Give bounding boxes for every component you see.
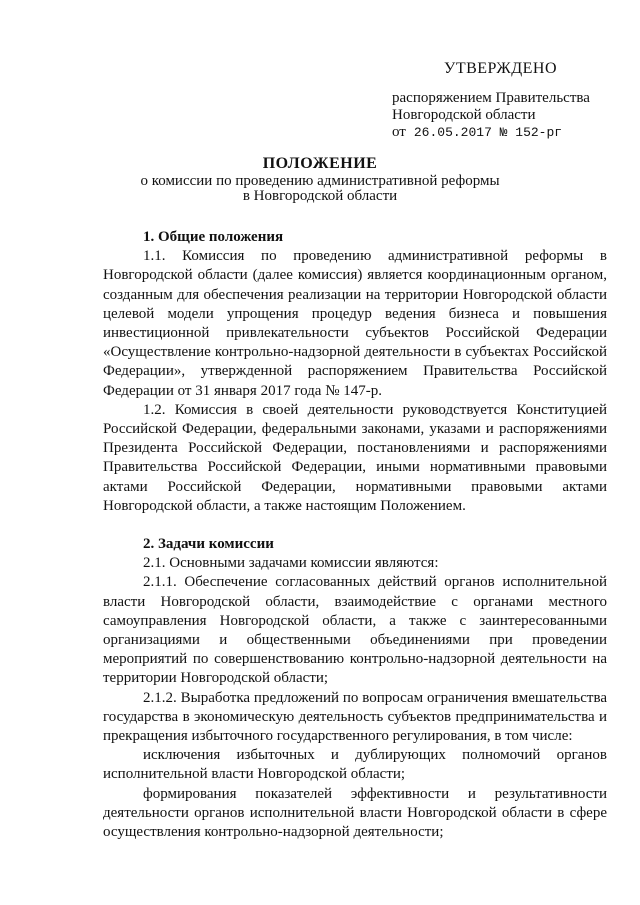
approval-date-number: 26.05.2017 № 152-рг [413, 125, 563, 140]
section-2-title: 2. Задачи комиссии [143, 536, 274, 553]
paragraph-2-1: 2.1. Основными задачами комиссии являются: [143, 555, 439, 572]
paragraph-2-1-1: 2.1.1. Обеспечение согласованных действий органов исполнительной власти Новгородской области, взаимодействие с органами местного самоуправления Новгородской области, а также с заинтересованными организациями и общественными объединениями при проведении мероприятий по совершенствованию контрольно-надзорной деятельности на территории Новгородской области; [103, 574, 607, 687]
paragraph-duplicates: исключения избыточных и дублирующих полномочий органов исполнительной власти Новгородской области; [103, 747, 607, 783]
section-1-title: 1. Общие положения [143, 229, 284, 245]
document-heading [0, 154, 640, 204]
document-title: ПОЛОЖЕНИЕ [262, 155, 378, 172]
approval-line-1: распоряжением Правительства [392, 90, 590, 106]
document-subtitle-line-1: о комиссии по проведению административной реформы [140, 173, 500, 189]
paragraph-2-1-2: 2.1.2. Выработка предложений по вопросам ограничения вмешательства государства в экономическую деятельность субъектов предпринимательства и прекращения избыточного государственного регулирования, в том числе: [103, 689, 607, 745]
paragraph-1-1: 1.1. Комиссия по проведению административной реформы в Новгородской области (далее комиссия) является координационным органом, созданным для обеспечения реализации на территории Новгородской области целевой модели упрощения процедур ведения бизнеса и повышения инвестиционной привлекательности субъектов Российской Федерации «Осуществление контрольно-надзорной деятельности в субъектах Российской Федерации», утвержденной распоряжением Правительства Российской Федерации от 31 января 2017 года № 147-р. [103, 248, 607, 399]
approval-stamp [392, 60, 622, 141]
document-body [103, 228, 607, 842]
approval-date [392, 124, 622, 141]
paragraph-indicators: формирования показателей эффективности и результативности деятельности органов исполнительной власти Новгородской области в сфере осуществления контрольно-надзорной деятельности; [103, 785, 607, 841]
approval-line-2: Новгородской области [392, 107, 536, 123]
section-gap [103, 516, 607, 535]
approval-title: УТВЕРЖДЕНО [444, 60, 558, 77]
document-subtitle-line-2: в Новгородской области [242, 188, 398, 204]
approval-date-prefix: от [392, 124, 406, 140]
paragraph-1-2: 1.2. Комиссия в своей деятельности руководствуется Конституцией Российской Федерации, федеральными законами, указами и распоряжениями Президента Российской Федерации, постановлениями и распоряжениями Правительства Российской Федерации, иными нормативными правовыми актами Российской Федерации, нормативными правовыми актами Новгородской области, а также настоящим Положением. [103, 401, 607, 514]
